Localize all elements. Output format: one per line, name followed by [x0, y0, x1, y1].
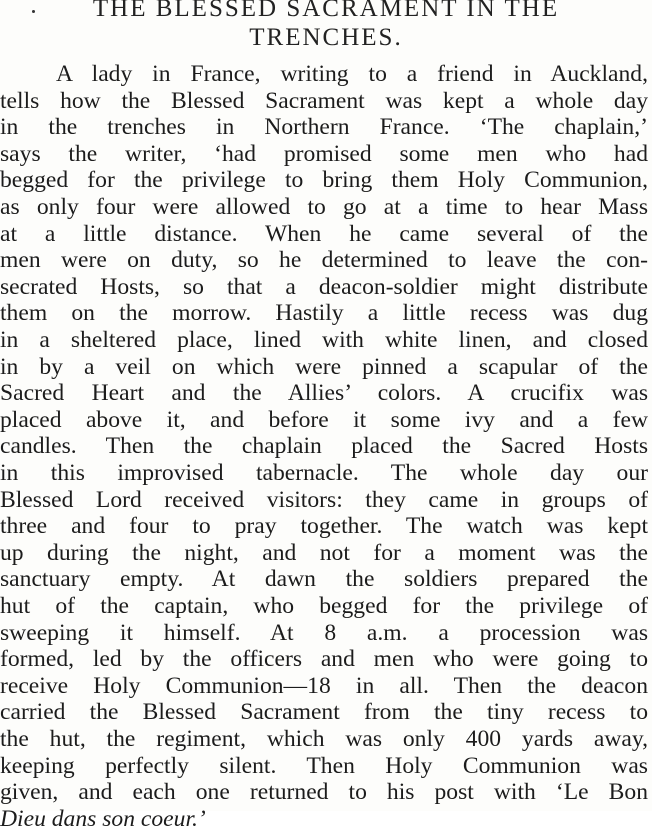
article-line: three and four to pray together. The watch was kept [0, 513, 648, 540]
article-line: in by a veil on which were pinned a scapular of the [0, 353, 648, 380]
article-line: Sacred Heart and the Allies’ colors. A crucifix was [0, 380, 648, 407]
article-line: hut of the captain, who begged for the privilege of [0, 593, 648, 619]
article-line: sanctuary empty. At dawn the soldiers prepared the [0, 566, 648, 593]
article-line: in a sheltered place, lined with white linen, and closed [0, 327, 648, 353]
article-line: A lady in France, writing to a friend in Auckland, [56, 61, 648, 87]
article-line: in the trenches in Northern France. ‘The chaplain,’ [0, 114, 648, 141]
article-line: carried the Blessed Sacrament from the tiny recess to [0, 699, 648, 726]
article-line: in this improvised tabernacle. The whole day our [0, 460, 648, 486]
article-line: up during the night, and not for a moment was the [0, 539, 648, 566]
article-line: secrated Hosts, so that a deacon-soldier might distribute [0, 273, 648, 300]
article-line: receive Holy Communion—18 in all. Then the deacon [0, 672, 648, 699]
article-line: as only four were allowed to go at a time to hear Mass [0, 194, 648, 220]
article-line: at a little distance. When he came several of the [0, 220, 648, 247]
article-line: given, and each one returned to his post with ‘Le Bon [0, 779, 648, 806]
article-title-line-2: TRENCHES. [249, 24, 403, 51]
article-line: keeping perfectly silent. Then Holy Communion was [0, 752, 648, 779]
article-line: placed above it, and before it some ivy and a few [0, 406, 648, 433]
article-line: formed, led by the officers and men who were going to [0, 646, 648, 673]
closing-italic-phrase: Dieu dans son coeur.’ [0, 805, 206, 832]
article-line: says the writer, ‘had promised some men who had [0, 140, 648, 167]
article-line: begged for the privilege to bring them Holy Communion, [0, 167, 648, 194]
article-last-line [0, 806, 652, 833]
article-line: tells how the Blessed Sacrament was kept a whole day [0, 87, 648, 114]
article-line: them on the morrow. Hastily a little recess was dug [0, 300, 648, 327]
article-line: candles. Then the chaplain placed the Sacred Hosts [0, 433, 648, 460]
article-line: men were on duty, so he determined to leave the con- [0, 247, 648, 274]
article-title-line-1: THE BLESSED SACRAMENT IN THE [92, 0, 560, 22]
article-line: Blessed Lord received visitors: they came in groups of [0, 486, 648, 513]
article-line: sweeping it himself. At 8 a.m. a procession was [0, 619, 648, 646]
article-line: the hut, the regiment, which was only 400 yards away, [0, 726, 648, 752]
